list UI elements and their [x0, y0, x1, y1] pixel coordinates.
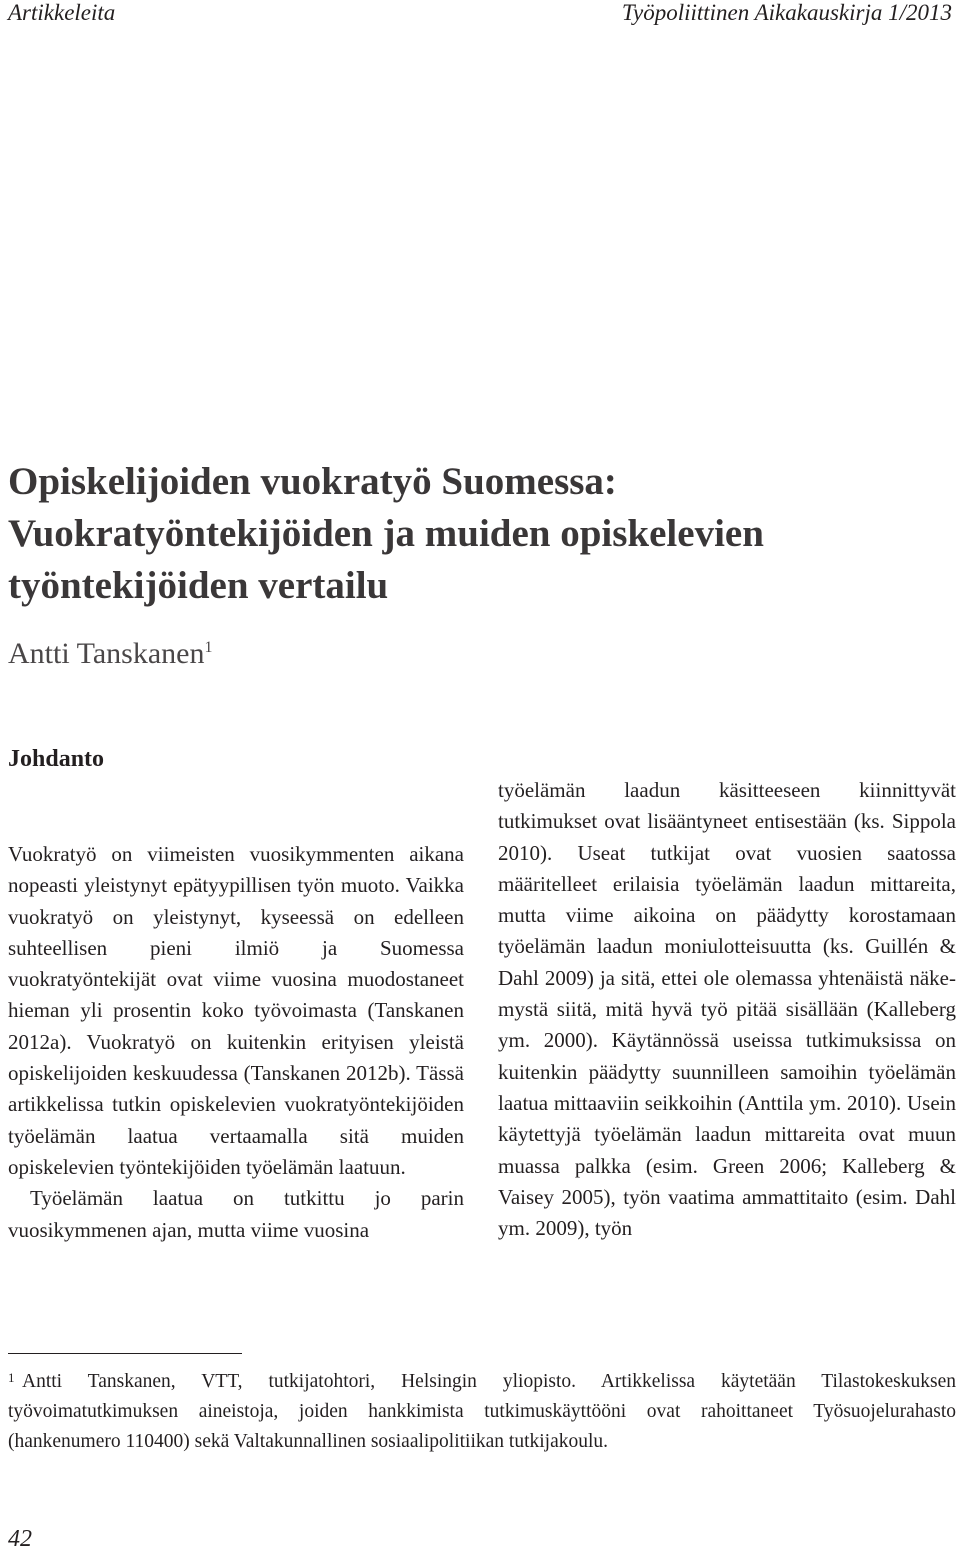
title-line-3: työntekijöiden vertailu	[8, 564, 389, 607]
left-column	[8, 839, 464, 1246]
section-label: Artikkeleita	[8, 0, 116, 25]
author-line	[8, 636, 212, 672]
section-heading: Johdanto	[8, 746, 105, 772]
body-paragraph-2: Työelämän laatua on tutkittu jo parin vuosikymmenen ajan, mutta viime vuosina	[8, 1186, 464, 1242]
author-footnote-mark: 1	[204, 639, 213, 656]
right-column	[498, 775, 956, 1244]
footnote-divider	[8, 1353, 242, 1354]
footnote-mark: 1	[8, 1370, 15, 1385]
page-number: 42	[8, 1526, 32, 1552]
body-paragraph-3: työelämän laadun käsitteeseen kiinnittyvät tutkimukset ovat lisääntyneet entisestään (ks. Sippola 2010). Useat tutkijat ovat vuosien saatossa määritelleet erilaisia työelämän laadun mittareita, mutta viime aikoina on päädytty korostamaan työelämän laadun moniulotteisuutta (ks. Guillén & Dahl 2009) ja sitä, ettei ole olemassa yhtenäistä näkemystä siitä, mitä hyvä työ pitää sisällään (Kalleberg ym. 2000). Käytännössä useissa tutkimuksissa on kuitenkin päädytty suunnilleen samoihin työelämän laatua mittaaviin seikkoihin (Anttila ym. 2010). Usein käytettyjä työelämän laadun mittareita ovat muun muassa palkka (esim. Green 2006; Kalleberg & Vaisey 2005), työn vaatima ammattitaito (esim. Dahl ym. 2009), työn	[498, 778, 956, 1241]
body-paragraph-1: Vuokratyö on viimeisten vuosikymmenten aikana nopeasti yleistynyt epätyypillisen työn muoto. Vaikka vuokratyö on yleistynyt, kyseessä on edelleen suhteellisen pieni ilmiö ja Suomessa vuokratyöntekijät ovat viime vuosina muodostaneet hieman yli prosentin koko työvoimasta (Tanskanen 2012a). Vuokratyö on kuitenkin erityisen yleistä opiskelijoiden keskuudessa (Tanskanen 2012b). Tässä artikkelissa tutkin opiskelevien vuokratyöntekijöiden työelämän laatua vertaamalla sitä muiden opiskelevien työntekijöiden työelämän laatuun.	[8, 842, 464, 1179]
title-line-1: Opiskelijoiden vuokratyö Suomessa:	[8, 460, 617, 503]
footnote-text: Antti Tanskanen, VTT, tutkijatohtori, Helsingin yliopisto. Artikkelissa käytetään Tilastokeskuksen työvoimatutkimuksen aineistoja, joiden hankkimista tutkimuskäyttööni ovat rahoittaneet Työsuojelurahasto (hankenumero 110400) sekä Valtakunnallinen sosiaalipolitiikan tutkijakoulu.	[8, 1371, 956, 1452]
article-title	[8, 456, 938, 612]
running-header	[8, 0, 952, 28]
title-line-2: Vuokratyöntekijöiden ja muiden opiskelevien	[8, 512, 764, 555]
footnote	[8, 1367, 956, 1457]
author-name: Antti Tanskanen	[8, 637, 205, 670]
journal-issue: Työpoliittinen Aikakauskirja 1/2013	[621, 0, 952, 25]
